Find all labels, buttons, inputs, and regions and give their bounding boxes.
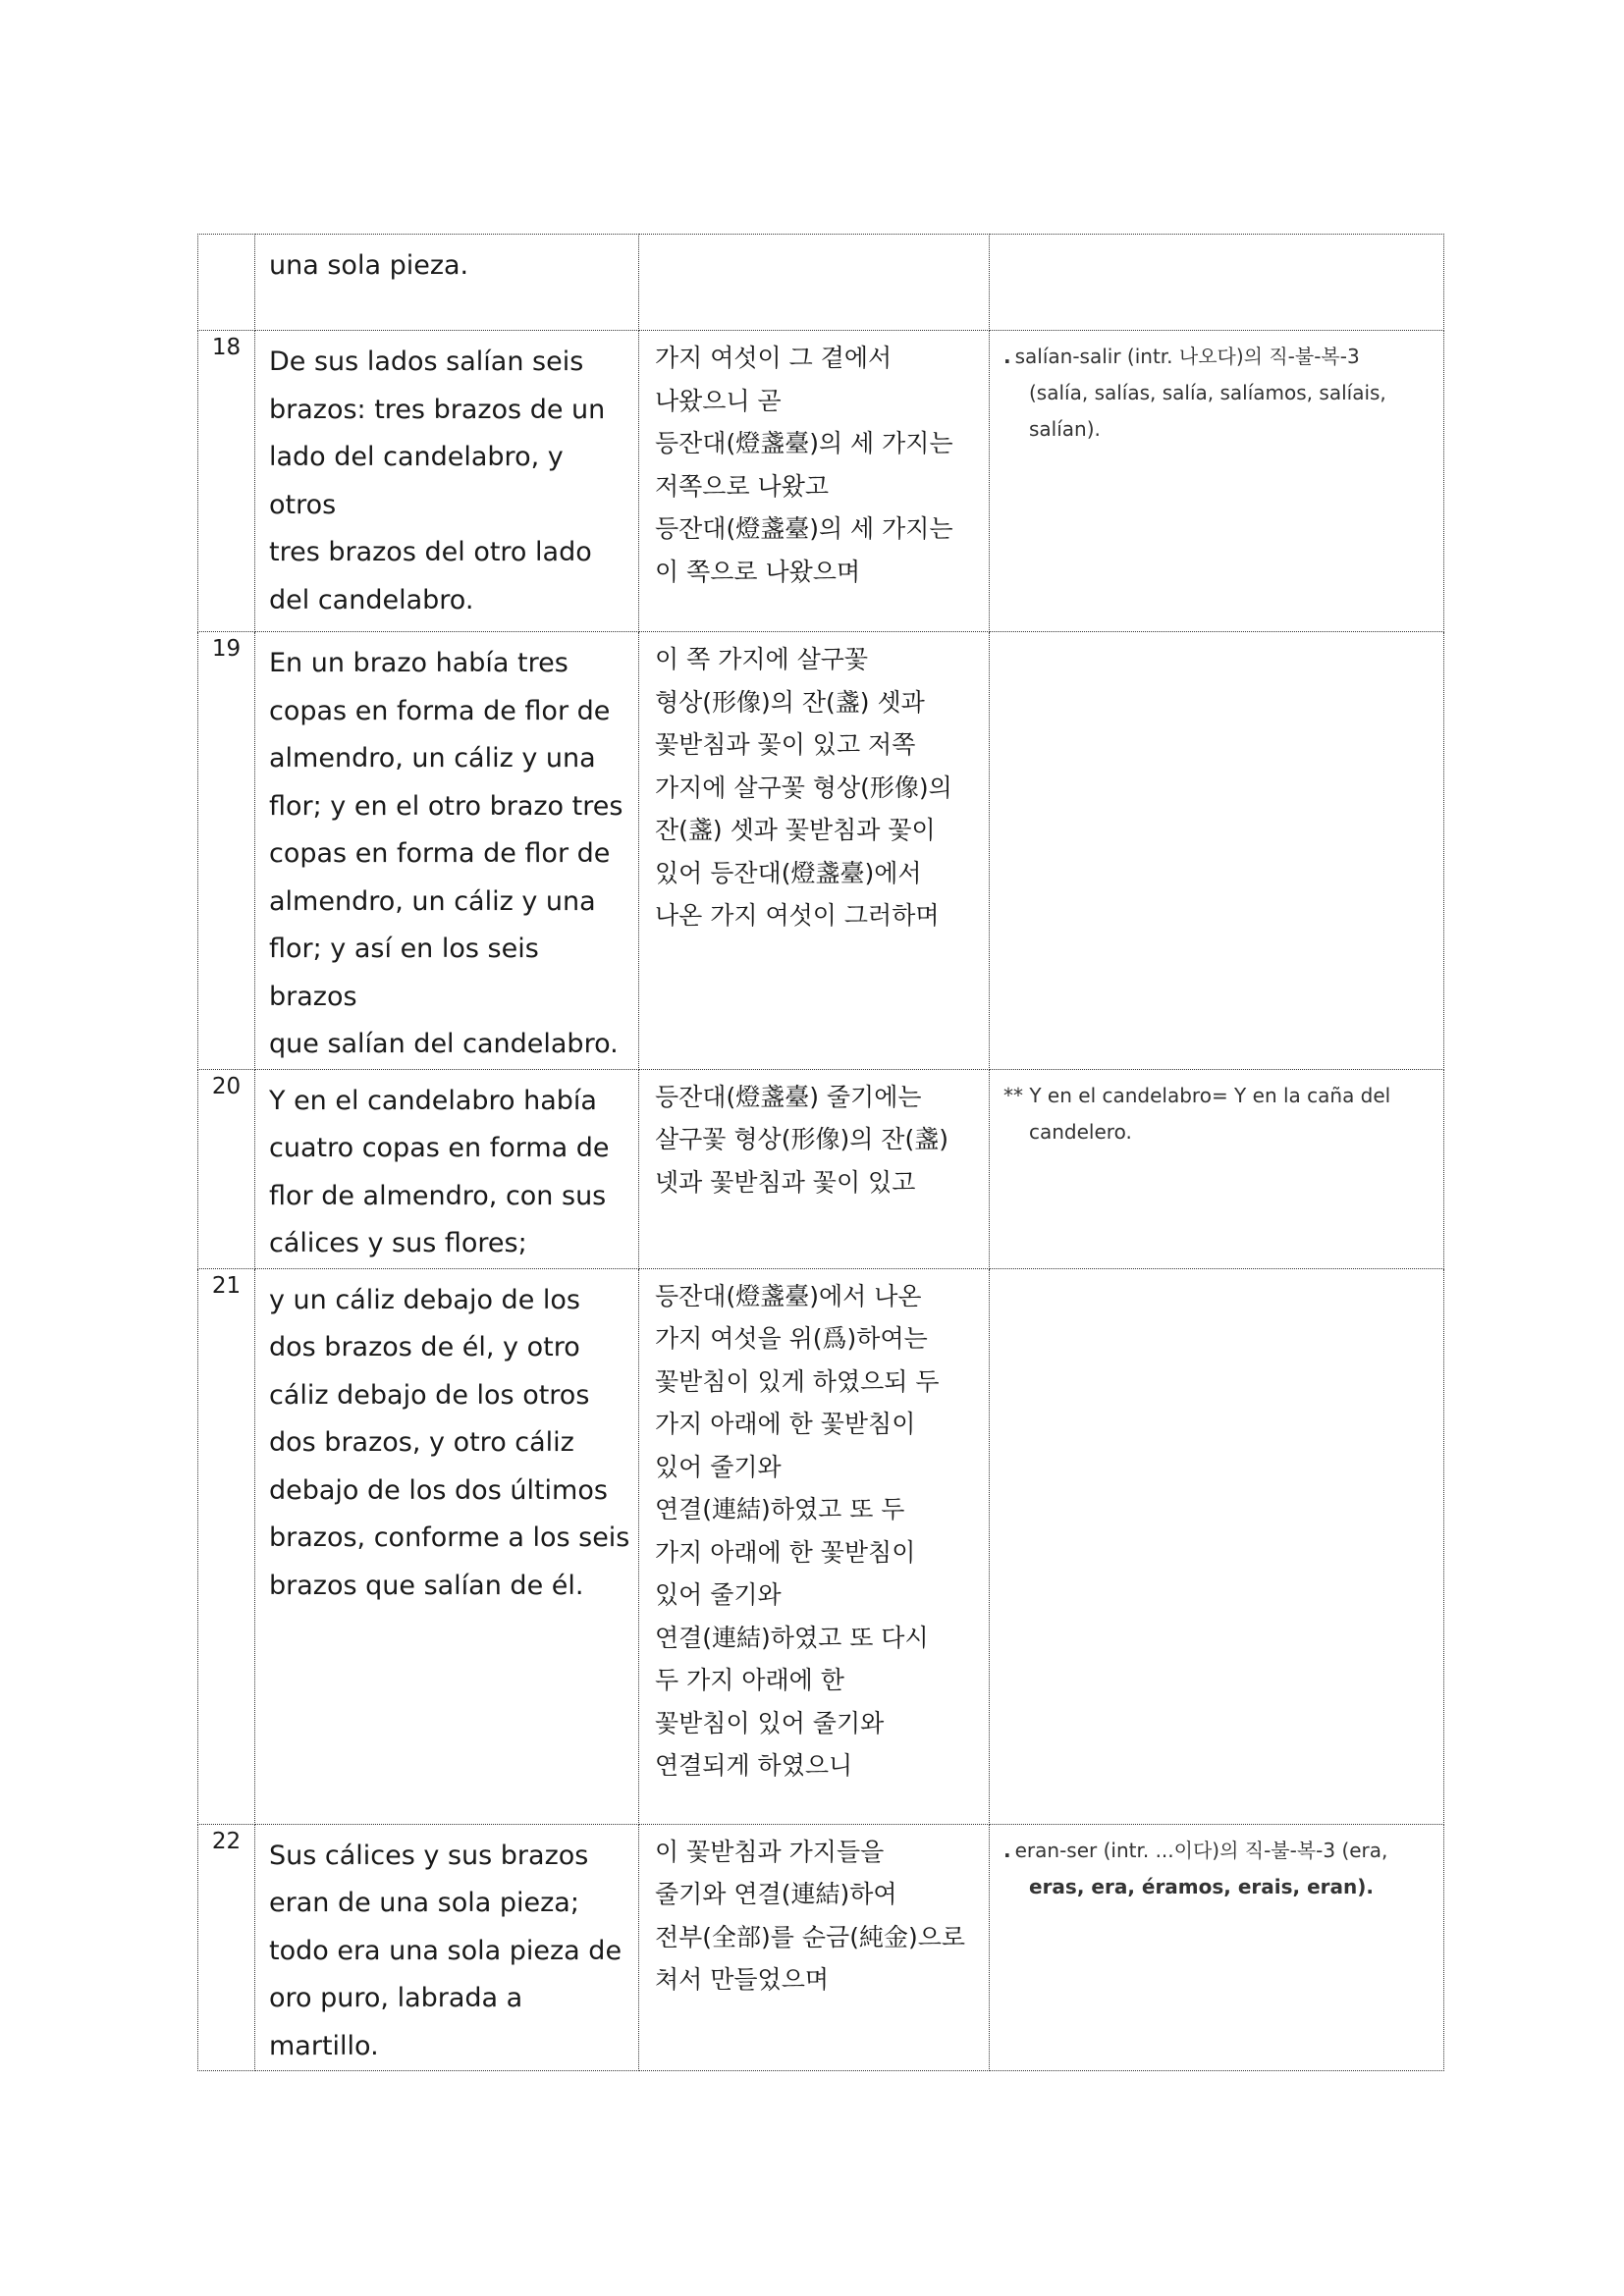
table-row (198, 331, 1444, 632)
korean-text (639, 235, 990, 331)
table-row (198, 1824, 1444, 2071)
verse-number: 19 (198, 632, 255, 1070)
verse-number: 20 (198, 1069, 255, 1268)
spanish-text: una sola pieza. (255, 235, 639, 331)
spanish-text: En un brazo había tres copas en forma de flor de almendro, un cáliz y una flor; y en el otro brazo tres copas en forma de flor de almendro, un cáliz y una flor; y así en los seis brazos que salían del candelabro. (255, 632, 639, 1070)
spanish-text: Y en el candelabro había cuatro copas en forma de flor de almendro, con sus cálices y sus flores; (255, 1069, 639, 1268)
table-row (198, 632, 1444, 1070)
table-row (198, 1069, 1444, 1268)
korean-text: 이 꽃받침과 가지들을 줄기와 연결(連結)하여 전부(全部)를 순금(純金)으로 쳐서 만들었으며 (639, 1824, 990, 2071)
grammar-note (990, 235, 1444, 331)
korean-text: 가지 여섯이 그 곁에서 나왔으니 곧 등잔대(燈盞臺)의 세 가지는 저쪽으로 나왔고 등잔대(燈盞臺)의 세 가지는 이 쪽으로 나왔으며 (639, 331, 990, 632)
grammar-note: ** Y en el candelabro= Y en la caña del candelero. (990, 1069, 1444, 1268)
spanish-text: De sus lados salían seis brazos: tres brazos de un lado del candelabro, y otros tres brazos del otro lado del candelabro. (255, 331, 639, 632)
korean-text: 등잔대(燈盞臺)에서 나온 가지 여섯을 위(爲)하여는 꽃받침이 있게 하였으되 두 가지 아래에 한 꽃받침이 있어 줄기와 연결(連結)하였고 또 두 가지 아래에 한 꽃받침이 있어 줄기와 연결(連結)하였고 또 다시 두 가지 아래에 한 꽃받침이 있어 줄기와 연결되게 하였으니 (639, 1268, 990, 1824)
verse-number: 18 (198, 331, 255, 632)
verse-table (197, 234, 1444, 2071)
grammar-note: . salían-salir (intr. 나오다)의 직-불-복-3 (salía, salías, salía, salíamos, salíais, salían). (990, 331, 1444, 632)
table-row (198, 1268, 1444, 1824)
grammar-note: . eran-ser (intr. ...이다)의 직-불-복-3 (era, eras, era, éramos, erais, eran). (990, 1824, 1444, 2071)
grammar-note (990, 1268, 1444, 1824)
spanish-text: y un cáliz debajo de los dos brazos de él, y otro cáliz debajo de los otros dos brazos, y otro cáliz debajo de los dos últimos brazos, conforme a los seis brazos que salían de él. (255, 1268, 639, 1824)
verse-number (198, 235, 255, 331)
table-row (198, 235, 1444, 331)
korean-text: 이 쪽 가지에 살구꽃 형상(形像)의 잔(盞) 셋과 꽃받침과 꽃이 있고 저쪽 가지에 살구꽃 형상(形像)의 잔(盞) 셋과 꽃받침과 꽃이 있어 등잔대(燈盞臺)에서 나온 가지 여섯이 그러하며 (639, 632, 990, 1070)
bullet-dot: . (1003, 345, 1011, 368)
verse-number: 22 (198, 1824, 255, 2071)
bullet-dot: . (1003, 1838, 1011, 1862)
spanish-text: Sus cálices y sus brazos eran de una sola pieza; todo era una sola pieza de oro puro, labrada a martillo. (255, 1824, 639, 2071)
verse-number: 21 (198, 1268, 255, 1824)
grammar-note (990, 632, 1444, 1070)
korean-text: 등잔대(燈盞臺) 줄기에는 살구꽃 형상(形像)의 잔(盞) 넷과 꽃받침과 꽃이 있고 (639, 1069, 990, 1268)
